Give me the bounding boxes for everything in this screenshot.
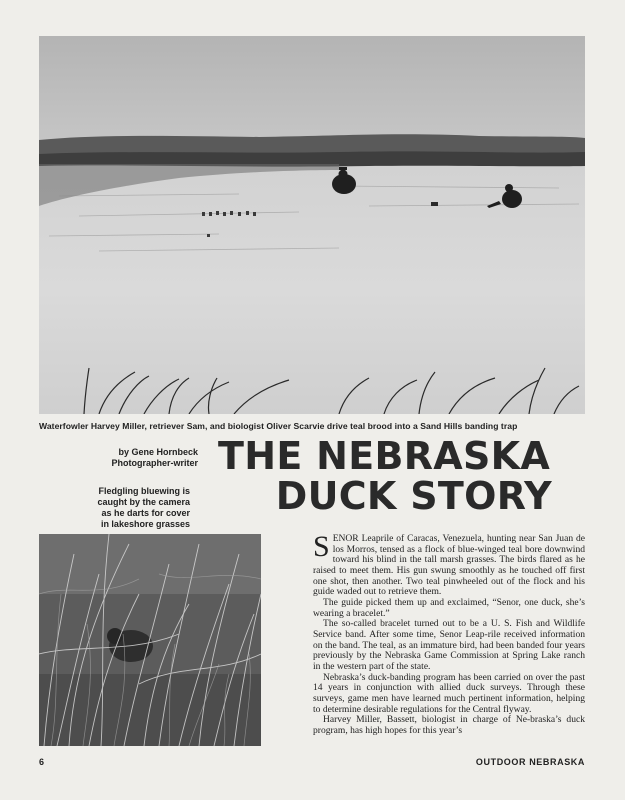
bird-photo-caption: [60, 486, 190, 530]
caption-line: caught by the camera: [97, 497, 190, 507]
byline-role: Photographer-writer: [111, 458, 198, 468]
byline: [58, 447, 198, 469]
lake-photo: [39, 36, 585, 414]
magazine-name: OUTDOOR NEBRASKA: [475, 757, 585, 767]
page-number: 6: [39, 757, 45, 767]
article-paragraph: Harvey Miller, Bassett, biologist in charge of Ne-braska’s duck program, has high hopes for this year’s: [313, 714, 585, 736]
bluewing-photo: [39, 534, 261, 746]
drop-cap: S: [313, 534, 330, 563]
lead-smallcaps: ENOR: [332, 534, 359, 544]
headline-line-1: THE NEBRASKA: [218, 434, 551, 478]
lead-paragraph: [313, 534, 585, 598]
article-paragraph: The guide picked them up and exclaimed, “Senor, one duck, she’s wearing a bracelet.”: [313, 596, 585, 619]
lead-text: Leaprile of Caracas, Venezuela, hunting near San Juan de los Morros, tensed as a flock of blue-winged teal bore downwind toward his blind in the tall marsh grasses. The birds flared as he raised to meet them. His gun swung smoothly as he touched off first one shot, then another. Two teal pinwheeled out of the flock and his guide waded out to retrieve them.: [313, 534, 585, 598]
article-body: [313, 534, 585, 758]
caption-line: in lakeshore grasses: [100, 519, 190, 529]
article-paragraph: The so-called bracelet turned out to be a U. S. Fish and Wildlife Service band. After some time, Senor Leap-rile received information on the band. The teal, as an immature bird, had been banded four years previously by the Nebraska Game Commission at Spring Lake ranch in the western part of the state.: [313, 618, 585, 672]
caption-line: as he darts for cover: [101, 508, 190, 518]
photo-caption: Waterfowler Harvey Miller, retriever Sam, and biologist Oliver Scarvie drive teal brood into a Sand Hills banding trap: [39, 421, 518, 431]
headline-line-2: DUCK STORY: [275, 474, 552, 518]
article-headline: [218, 436, 560, 516]
byline-author: by Gene Hornbeck: [118, 447, 198, 457]
article-paragraph: Nebraska’s duck-banding program has been carried on over the past 14 years in conjunction with allied duck surveys. Through these surveys, game men have learned much pertinent information, helping to determine desirable regulations for the Central flyway.: [313, 671, 585, 715]
caption-line: Fledgling bluewing is: [98, 486, 190, 496]
